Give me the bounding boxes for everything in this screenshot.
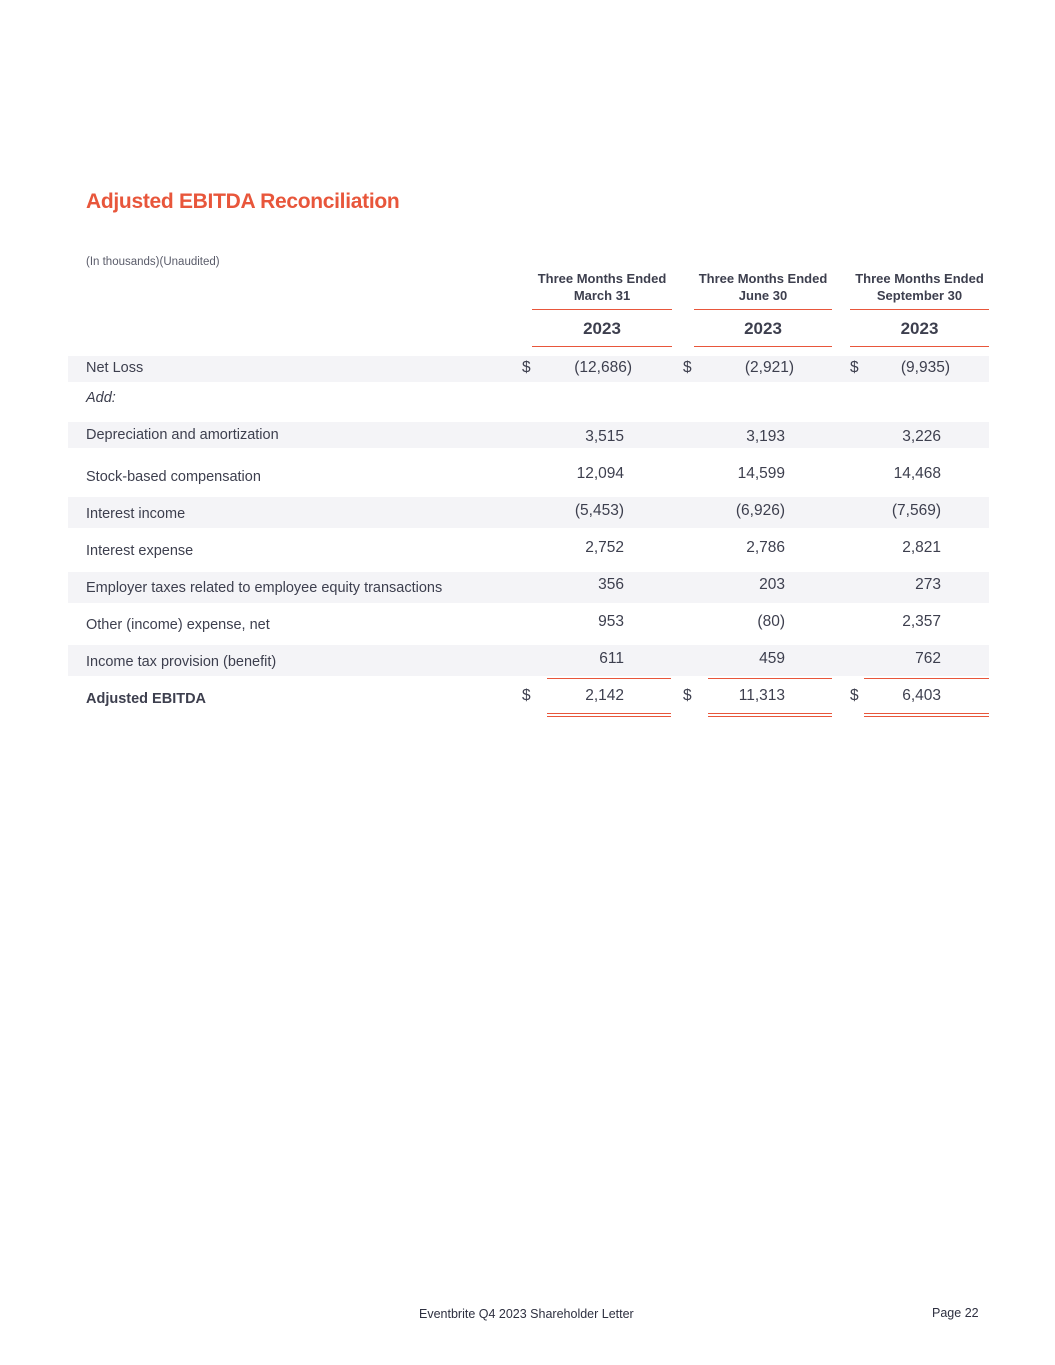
row-label-stock-comp: Stock-based compensation — [86, 469, 261, 485]
value-stock-comp-q2: 14,599 — [737, 465, 785, 482]
value-other-income-q2: (80) — [757, 613, 785, 630]
total-double-rule — [708, 713, 832, 714]
column-header-line1: Three Months Ended — [698, 271, 828, 286]
row-label-other-income: Other (income) expense, net — [86, 617, 270, 633]
header-rule — [694, 309, 832, 310]
value-income-tax-q2: 459 — [759, 650, 785, 667]
page-label: Page — [932, 1306, 962, 1320]
value-net-loss-q1: (12,686) — [574, 359, 632, 376]
column-header-line2: March 31 — [573, 288, 631, 303]
value-interest-expense-q2: 2,786 — [746, 539, 785, 556]
column-year: 2023 — [900, 319, 939, 338]
total-double-rule — [864, 716, 989, 717]
value-depreciation-q3: 3,226 — [902, 428, 941, 445]
value-interest-income-q1: (5,453) — [574, 502, 624, 519]
total-double-rule — [547, 716, 671, 717]
footer-document-title: Eventbrite Q4 2023 Shareholder Letter — [419, 1307, 634, 1321]
value-interest-expense-q3: 2,821 — [902, 539, 941, 556]
page-title: Adjusted EBITDA Reconciliation — [86, 190, 400, 213]
column-year: 2023 — [744, 319, 782, 338]
currency-symbol: $ — [850, 687, 859, 704]
subtotal-rule — [547, 678, 671, 679]
value-adjusted-ebitda-q2: 11,313 — [738, 687, 785, 704]
value-depreciation-q2: 3,193 — [746, 428, 785, 445]
value-interest-expense-q1: 2,752 — [585, 539, 624, 556]
value-income-tax-q1: 611 — [599, 650, 624, 667]
currency-symbol: $ — [850, 359, 859, 376]
column-year: 2023 — [583, 319, 621, 338]
year-rule — [532, 346, 672, 347]
column-header-line2: September 30 — [876, 288, 963, 303]
row-label-add: Add: — [86, 390, 116, 406]
value-other-income-q1: 953 — [598, 613, 624, 630]
currency-symbol: $ — [683, 687, 692, 704]
value-stock-comp-q3: 14,468 — [893, 465, 941, 482]
column-header-june — [694, 270, 832, 304]
column-header-line1: Three Months Ended — [537, 271, 667, 286]
total-double-rule — [864, 713, 989, 714]
year-rule — [850, 346, 989, 347]
row-shade — [68, 497, 989, 528]
currency-symbol: $ — [522, 687, 531, 704]
subtotal-rule — [864, 678, 989, 679]
value-adjusted-ebitda-q1: 2,142 — [585, 687, 624, 704]
header-rule — [850, 309, 989, 310]
value-employer-taxes-q2: 203 — [759, 576, 785, 593]
value-interest-income-q3: (7,569) — [891, 502, 941, 519]
column-header-line2: June 30 — [738, 288, 788, 303]
subtotal-rule — [708, 678, 832, 679]
row-label-interest-income: Interest income — [86, 506, 186, 522]
row-label-employer-taxes: Employer taxes related to employee equity transactions — [86, 580, 443, 596]
value-employer-taxes-q3: 273 — [915, 576, 941, 593]
value-stock-comp-q1: 12,094 — [576, 465, 624, 482]
row-label-depreciation: Depreciation and amortization — [86, 427, 279, 443]
row-label-interest-expense: Interest expense — [86, 543, 194, 559]
units-note: (In thousands)(Unaudited) — [86, 256, 220, 268]
column-header-line1: Three Months Ended — [855, 271, 984, 286]
total-double-rule — [708, 716, 832, 717]
column-header-march — [532, 270, 672, 304]
currency-symbol: $ — [522, 359, 531, 376]
value-other-income-q3: 2,357 — [902, 613, 941, 630]
value-interest-income-q2: (6,926) — [735, 502, 785, 519]
row-label-net-loss: Net Loss — [86, 360, 144, 376]
value-depreciation-q1: 3,515 — [585, 428, 624, 445]
value-adjusted-ebitda-q3: 6,403 — [902, 687, 941, 704]
header-rule — [532, 309, 672, 310]
value-employer-taxes-q1: 356 — [598, 576, 624, 593]
currency-symbol: $ — [683, 359, 692, 376]
footer-page-number — [932, 1306, 979, 1320]
total-double-rule — [547, 713, 671, 714]
value-net-loss-q3: (9,935) — [900, 359, 950, 376]
column-header-september — [850, 270, 989, 304]
value-income-tax-q3: 762 — [915, 650, 941, 667]
row-label-income-tax: Income tax provision (benefit) — [86, 654, 277, 670]
value-net-loss-q2: (2,921) — [744, 359, 794, 376]
year-rule — [694, 346, 832, 347]
row-label-adjusted-ebitda: Adjusted EBITDA — [86, 691, 207, 707]
page-number: 22 — [964, 1306, 979, 1320]
